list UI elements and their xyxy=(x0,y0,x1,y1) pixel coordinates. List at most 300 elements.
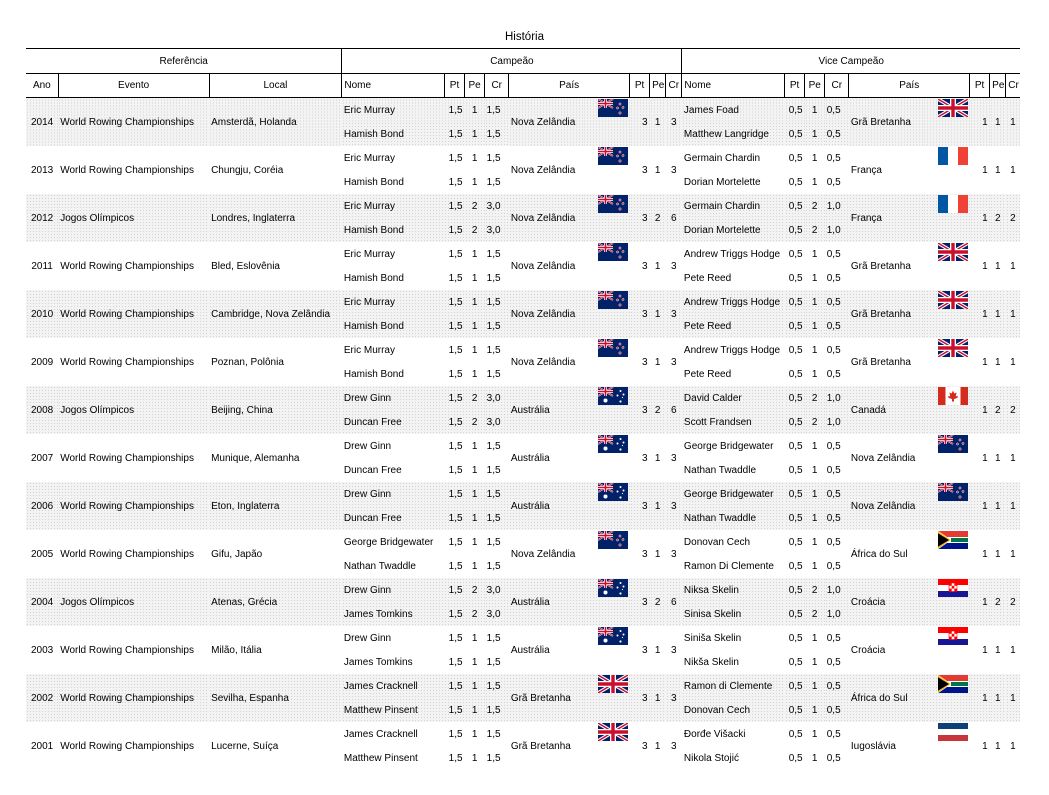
champion-rower-cr: 1,5 xyxy=(485,674,509,698)
table-row xyxy=(26,482,1020,506)
champion-rower-pt: 1,5 xyxy=(444,434,464,458)
champion-country: Austrália xyxy=(509,482,583,530)
table-row xyxy=(26,386,1020,410)
champion-country-pe: 1 xyxy=(650,722,666,770)
champion-country-pe: 1 xyxy=(650,626,666,674)
champion-country: Austrália xyxy=(509,626,583,674)
vice-flag xyxy=(923,386,969,434)
champion-rower-name: Drew Ginn xyxy=(342,434,445,458)
vice-rower-pt: 0,5 xyxy=(785,746,805,770)
champion-rower-cr: 3,0 xyxy=(485,218,509,242)
vice-rower-pe: 1 xyxy=(805,458,825,482)
nz-flag-icon xyxy=(598,147,628,165)
vice-rower-cr: 0,5 xyxy=(825,242,849,266)
vice-country-pt: 1 xyxy=(970,290,990,338)
fr-flag-icon xyxy=(938,147,968,165)
year-cell: 2011 xyxy=(26,242,58,290)
champion-rower-pe: 1 xyxy=(465,698,485,722)
vice-country-pe: 1 xyxy=(990,722,1006,770)
champion-rower-pe: 1 xyxy=(465,674,485,698)
champion-rower-cr: 3,0 xyxy=(485,602,509,626)
vice-rower-pe: 2 xyxy=(805,578,825,602)
champion-flag xyxy=(583,482,629,530)
table-row xyxy=(26,578,1020,602)
vice-rower-pe: 1 xyxy=(805,290,825,314)
year-cell: 2010 xyxy=(26,290,58,338)
table-row xyxy=(26,626,1020,650)
champion-country: Austrália xyxy=(509,434,583,482)
champion-rower-pe: 1 xyxy=(465,554,485,578)
vice-rower-cr: 0,5 xyxy=(825,362,849,386)
vice-rower-name: Andrew Triggs Hodge xyxy=(682,338,785,362)
event-cell: Jogos Olímpicos xyxy=(58,386,209,434)
vice-rower-name: Germain Chardin xyxy=(682,146,785,170)
champion-rower-pe: 2 xyxy=(465,578,485,602)
champion-rower-pe: 1 xyxy=(465,266,485,290)
uk-flag-icon xyxy=(938,243,968,261)
champion-country-pt: 3 xyxy=(630,530,650,578)
location-cell: Beijing, China xyxy=(209,386,342,434)
champion-country: Austrália xyxy=(509,578,583,626)
vice-country-pe: 1 xyxy=(990,146,1006,194)
champion-rower-name: Hamish Bond xyxy=(342,122,445,146)
vice-rower-pe: 1 xyxy=(805,122,825,146)
champion-rower-pt: 1,5 xyxy=(444,122,464,146)
header-pais: País xyxy=(509,74,630,98)
vice-rower-cr: 0,5 xyxy=(825,746,849,770)
champion-rower-pe: 1 xyxy=(465,458,485,482)
group-vice: Vice Campeão xyxy=(682,49,1020,74)
vice-rower-pt: 0,5 xyxy=(785,410,805,434)
vice-rower-cr: 0,5 xyxy=(825,722,849,746)
header-pais-vice-pt: Pt xyxy=(970,74,990,98)
event-cell: World Rowing Championships xyxy=(58,98,209,147)
vice-country-pe: 1 xyxy=(990,674,1006,722)
vice-rower-cr: 0,5 xyxy=(825,698,849,722)
champion-rower-name: Drew Ginn xyxy=(342,482,445,506)
champion-rower-cr: 1,5 xyxy=(485,98,509,123)
champion-rower-pt: 1,5 xyxy=(444,338,464,362)
vice-country-cr: 1 xyxy=(1006,482,1020,530)
vice-country: Grã Bretanha xyxy=(849,290,923,338)
header-pt: Pt xyxy=(444,74,464,98)
champion-rower-pt: 1,5 xyxy=(444,362,464,386)
vice-rower-pt: 0,5 xyxy=(785,650,805,674)
champion-country-pt: 3 xyxy=(630,146,650,194)
table-row xyxy=(26,722,1020,746)
champion-rower-name: Matthew Pinsent xyxy=(342,698,445,722)
champion-flag xyxy=(583,146,629,194)
vice-rower-cr: 0,5 xyxy=(825,170,849,194)
champion-rower-pe: 1 xyxy=(465,506,485,530)
vice-rower-name: Dorian Mortelette xyxy=(682,218,785,242)
table-row xyxy=(26,434,1020,458)
event-cell: World Rowing Championships xyxy=(58,146,209,194)
vice-rower-name: Scott Frandsen xyxy=(682,410,785,434)
champion-rower-name: Drew Ginn xyxy=(342,626,445,650)
vice-country-pt: 1 xyxy=(970,482,990,530)
champion-country-cr: 3 xyxy=(666,338,682,386)
vice-country-cr: 1 xyxy=(1006,242,1020,290)
vice-rower-name: Donovan Cech xyxy=(682,698,785,722)
vice-rower-name: George Bridgewater xyxy=(682,434,785,458)
vice-rower-pe: 1 xyxy=(805,314,825,338)
header-nome: Nome xyxy=(342,74,445,98)
group-campeao: Campeão xyxy=(342,49,682,74)
location-cell: Eton, Inglaterra xyxy=(209,482,342,530)
vice-rower-pt: 0,5 xyxy=(785,626,805,650)
nz-flag-icon xyxy=(598,291,628,309)
champion-rower-cr: 1,5 xyxy=(485,242,509,266)
vice-rower-pt: 0,5 xyxy=(785,698,805,722)
champion-country-pt: 3 xyxy=(630,386,650,434)
champion-rower-name: Eric Murray xyxy=(342,338,445,362)
yu-flag-icon xyxy=(938,723,968,741)
champion-country-pt: 3 xyxy=(630,578,650,626)
table-row xyxy=(26,194,1020,218)
vice-flag xyxy=(923,626,969,674)
vice-country-pe: 2 xyxy=(990,578,1006,626)
champion-flag xyxy=(583,530,629,578)
champion-rower-pt: 1,5 xyxy=(444,290,464,314)
vice-flag xyxy=(923,482,969,530)
vice-country: Nova Zelândia xyxy=(849,482,923,530)
vice-rower-name: Ramon Di Clemente xyxy=(682,554,785,578)
champion-rower-name: Duncan Free xyxy=(342,458,445,482)
vice-rower-cr: 1,0 xyxy=(825,218,849,242)
vice-country-pt: 1 xyxy=(970,338,990,386)
vice-rower-pe: 1 xyxy=(805,242,825,266)
vice-rower-pt: 0,5 xyxy=(785,386,805,410)
vice-rower-pt: 0,5 xyxy=(785,530,805,554)
vice-country-pt: 1 xyxy=(970,146,990,194)
header-pais-pe: Pe xyxy=(650,74,666,98)
champion-rower-name: Hamish Bond xyxy=(342,170,445,194)
uk-flag-icon xyxy=(598,675,628,693)
vice-country: Nova Zelândia xyxy=(849,434,923,482)
vice-rower-pt: 0,5 xyxy=(785,554,805,578)
champion-rower-cr: 1,5 xyxy=(485,698,509,722)
champion-country-pe: 1 xyxy=(650,146,666,194)
vice-country: França xyxy=(849,146,923,194)
champion-rower-name: Duncan Free xyxy=(342,506,445,530)
champion-country-cr: 3 xyxy=(666,290,682,338)
champion-rower-pt: 1,5 xyxy=(444,98,464,123)
champion-rower-pe: 1 xyxy=(465,338,485,362)
au-flag-icon xyxy=(598,435,628,453)
vice-country-cr: 1 xyxy=(1006,290,1020,338)
vice-rower-name: Đorđe Višacki xyxy=(682,722,785,746)
location-cell: Sevilha, Espanha xyxy=(209,674,342,722)
uk-flag-icon xyxy=(938,339,968,357)
year-cell: 2001 xyxy=(26,722,58,770)
champion-country-cr: 3 xyxy=(666,146,682,194)
champion-rower-cr: 1,5 xyxy=(485,314,509,338)
vice-rower-pe: 1 xyxy=(805,146,825,170)
vice-country-cr: 1 xyxy=(1006,434,1020,482)
fr-flag-icon xyxy=(938,195,968,213)
champion-rower-pe: 1 xyxy=(465,482,485,506)
vice-rower-name: Dorian Mortelette xyxy=(682,170,785,194)
champion-rower-name: Eric Murray xyxy=(342,98,445,123)
champion-flag xyxy=(583,434,629,482)
champion-rower-pt: 1,5 xyxy=(444,458,464,482)
location-cell: Gifu, Japão xyxy=(209,530,342,578)
champion-flag xyxy=(583,386,629,434)
champion-country-pe: 2 xyxy=(650,194,666,242)
location-cell: Milão, Itália xyxy=(209,626,342,674)
champion-country-pe: 1 xyxy=(650,242,666,290)
champion-rower-cr: 1,5 xyxy=(485,530,509,554)
champion-country-cr: 3 xyxy=(666,98,682,147)
champion-rower-cr: 1,5 xyxy=(485,338,509,362)
year-cell: 2007 xyxy=(26,434,58,482)
vice-rower-cr: 0,5 xyxy=(825,338,849,362)
vice-rower-cr: 1,0 xyxy=(825,386,849,410)
year-cell: 2009 xyxy=(26,338,58,386)
vice-rower-name: Ramon di Clemente xyxy=(682,674,785,698)
vice-rower-name: Nikola Stojić xyxy=(682,746,785,770)
champion-rower-pe: 1 xyxy=(465,122,485,146)
champion-rower-cr: 3,0 xyxy=(485,578,509,602)
champion-rower-name: Hamish Bond xyxy=(342,362,445,386)
champion-rower-pe: 2 xyxy=(465,218,485,242)
header-pais-pt: Pt xyxy=(630,74,650,98)
location-cell: Munique, Alemanha xyxy=(209,434,342,482)
champion-country-pt: 3 xyxy=(630,338,650,386)
vice-country-pe: 1 xyxy=(990,530,1006,578)
header-cr-vice: Cr xyxy=(825,74,849,98)
vice-rower-pe: 1 xyxy=(805,338,825,362)
champion-country-cr: 3 xyxy=(666,242,682,290)
column-header-row xyxy=(26,74,1020,98)
champion-rower-pe: 1 xyxy=(465,314,485,338)
vice-rower-cr: 1,0 xyxy=(825,578,849,602)
vice-rower-cr: 1,0 xyxy=(825,410,849,434)
vice-rower-pt: 0,5 xyxy=(785,98,805,123)
vice-country-pt: 1 xyxy=(970,386,990,434)
vice-country-pe: 1 xyxy=(990,434,1006,482)
champion-rower-pe: 2 xyxy=(465,386,485,410)
champion-rower-cr: 1,5 xyxy=(485,722,509,746)
vice-rower-name: Nikša Skelin xyxy=(682,650,785,674)
champion-rower-pt: 1,5 xyxy=(444,578,464,602)
champion-rower-name: George Bridgewater xyxy=(342,530,445,554)
vice-rower-pe: 2 xyxy=(805,386,825,410)
event-cell: World Rowing Championships xyxy=(58,626,209,674)
nz-flag-icon xyxy=(938,483,968,501)
uk-flag-icon xyxy=(598,723,628,741)
vice-rower-pt: 0,5 xyxy=(785,266,805,290)
location-cell: Atenas, Grécia xyxy=(209,578,342,626)
champion-rower-pe: 1 xyxy=(465,650,485,674)
vice-rower-name: Sinisa Skelin xyxy=(682,602,785,626)
champion-rower-pe: 1 xyxy=(465,98,485,123)
vice-country: África do Sul xyxy=(849,674,923,722)
champion-rower-pt: 1,5 xyxy=(444,314,464,338)
vice-rower-name: Siniša Skelin xyxy=(682,626,785,650)
vice-rower-pe: 2 xyxy=(805,410,825,434)
vice-country: Iugoslávia xyxy=(849,722,923,770)
vice-rower-pt: 0,5 xyxy=(785,194,805,218)
vice-flag xyxy=(923,290,969,338)
champion-rower-cr: 1,5 xyxy=(485,122,509,146)
champion-rower-pe: 1 xyxy=(465,290,485,314)
vice-country: Grã Bretanha xyxy=(849,338,923,386)
champion-rower-pe: 2 xyxy=(465,410,485,434)
champion-rower-pt: 1,5 xyxy=(444,218,464,242)
champion-flag xyxy=(583,578,629,626)
champion-rower-cr: 3,0 xyxy=(485,386,509,410)
vice-flag xyxy=(923,146,969,194)
vice-rower-pt: 0,5 xyxy=(785,242,805,266)
vice-rower-pe: 1 xyxy=(805,362,825,386)
table-row xyxy=(26,146,1020,170)
vice-rower-cr: 1,0 xyxy=(825,602,849,626)
champion-rower-pe: 1 xyxy=(465,626,485,650)
champion-country-cr: 3 xyxy=(666,482,682,530)
vice-country: Croácia xyxy=(849,626,923,674)
champion-rower-pt: 1,5 xyxy=(444,746,464,770)
vice-rower-name: David Calder xyxy=(682,386,785,410)
year-cell: 2006 xyxy=(26,482,58,530)
champion-country-pt: 3 xyxy=(630,482,650,530)
vice-country-pe: 2 xyxy=(990,386,1006,434)
vice-country-cr: 1 xyxy=(1006,98,1020,147)
champion-rower-name: James Tomkins xyxy=(342,602,445,626)
location-cell: Amsterdã, Holanda xyxy=(209,98,342,147)
vice-country-pt: 1 xyxy=(970,434,990,482)
vice-country-pe: 1 xyxy=(990,290,1006,338)
champion-rower-pe: 1 xyxy=(465,434,485,458)
vice-country-cr: 1 xyxy=(1006,338,1020,386)
champion-country-pe: 1 xyxy=(650,674,666,722)
au-flag-icon xyxy=(598,627,628,645)
table-row xyxy=(26,338,1020,362)
za-flag-icon xyxy=(938,531,968,549)
champion-rower-cr: 1,5 xyxy=(485,170,509,194)
champion-rower-name: James Cracknell xyxy=(342,722,445,746)
vice-rower-name: Nathan Twaddle xyxy=(682,458,785,482)
vice-country: Canadá xyxy=(849,386,923,434)
vice-rower-pt: 0,5 xyxy=(785,314,805,338)
champion-rower-cr: 3,0 xyxy=(485,410,509,434)
champion-country-pe: 1 xyxy=(650,530,666,578)
champion-country-pe: 2 xyxy=(650,386,666,434)
champion-country-pe: 1 xyxy=(650,434,666,482)
champion-rower-pt: 1,5 xyxy=(444,626,464,650)
vice-rower-pe: 1 xyxy=(805,266,825,290)
champion-flag xyxy=(583,194,629,242)
hr-flag-icon xyxy=(938,579,968,597)
header-pe-vice: Pe xyxy=(805,74,825,98)
vice-rower-pt: 0,5 xyxy=(785,338,805,362)
vice-rower-name: Andrew Triggs Hodge xyxy=(682,290,785,314)
vice-rower-pt: 0,5 xyxy=(785,602,805,626)
vice-country-pt: 1 xyxy=(970,98,990,147)
vice-rower-cr: 0,5 xyxy=(825,554,849,578)
vice-rower-pt: 0,5 xyxy=(785,290,805,314)
vice-rower-pe: 1 xyxy=(805,698,825,722)
champion-rower-pt: 1,5 xyxy=(444,674,464,698)
year-cell: 2004 xyxy=(26,578,58,626)
sheet-title: História xyxy=(505,31,544,43)
vice-country-pe: 1 xyxy=(990,482,1006,530)
vice-rower-cr: 0,5 xyxy=(825,146,849,170)
ca-flag-icon xyxy=(938,387,968,405)
champion-rower-pt: 1,5 xyxy=(444,506,464,530)
champion-rower-pt: 1,5 xyxy=(444,386,464,410)
header-pais-cr: Cr xyxy=(666,74,682,98)
au-flag-icon xyxy=(598,483,628,501)
champion-rower-name: Eric Murray xyxy=(342,146,445,170)
vice-rower-pt: 0,5 xyxy=(785,674,805,698)
vice-rower-pe: 1 xyxy=(805,170,825,194)
champion-rower-pe: 1 xyxy=(465,722,485,746)
champion-rower-name: Duncan Free xyxy=(342,410,445,434)
vice-rower-pt: 0,5 xyxy=(785,170,805,194)
vice-flag xyxy=(923,674,969,722)
vice-rower-cr: 0,5 xyxy=(825,458,849,482)
location-cell: Poznan, Polônia xyxy=(209,338,342,386)
champion-country: Nova Zelândia xyxy=(509,530,583,578)
champion-rower-pe: 1 xyxy=(465,146,485,170)
champion-country: Nova Zelândia xyxy=(509,338,583,386)
vice-country-pt: 1 xyxy=(970,194,990,242)
vice-rower-name: Pete Reed xyxy=(682,266,785,290)
vice-rower-pe: 2 xyxy=(805,602,825,626)
champion-rower-pt: 1,5 xyxy=(444,194,464,218)
champion-country-pe: 2 xyxy=(650,578,666,626)
vice-rower-name: James Foad xyxy=(682,98,785,123)
year-cell: 2013 xyxy=(26,146,58,194)
vice-rower-cr: 0,5 xyxy=(825,650,849,674)
vice-flag xyxy=(923,530,969,578)
location-cell: Lucerne, Suíça xyxy=(209,722,342,770)
vice-country-cr: 2 xyxy=(1006,194,1020,242)
champion-rower-cr: 1,5 xyxy=(485,146,509,170)
vice-rower-cr: 0,5 xyxy=(825,122,849,146)
au-flag-icon xyxy=(598,579,628,597)
vice-country-cr: 1 xyxy=(1006,674,1020,722)
champion-country-pt: 3 xyxy=(630,290,650,338)
history-table xyxy=(26,48,1020,770)
vice-country-cr: 1 xyxy=(1006,530,1020,578)
event-cell: World Rowing Championships xyxy=(58,722,209,770)
vice-country-cr: 2 xyxy=(1006,386,1020,434)
vice-flag xyxy=(923,578,969,626)
vice-rower-pt: 0,5 xyxy=(785,122,805,146)
header-pais-vice-cr: Cr xyxy=(1006,74,1020,98)
vice-rower-pe: 1 xyxy=(805,434,825,458)
champion-country: Grã Bretanha xyxy=(509,722,583,770)
champion-flag xyxy=(583,242,629,290)
hr-flag-icon xyxy=(938,627,968,645)
vice-country-pt: 1 xyxy=(970,626,990,674)
event-cell: Jogos Olímpicos xyxy=(58,578,209,626)
champion-rower-name: James Tomkins xyxy=(342,650,445,674)
vice-rower-cr: 0,5 xyxy=(825,506,849,530)
champion-country-cr: 6 xyxy=(666,194,682,242)
vice-country-cr: 1 xyxy=(1006,722,1020,770)
champion-rower-pt: 1,5 xyxy=(444,242,464,266)
champion-flag xyxy=(583,98,629,147)
vice-country-pt: 1 xyxy=(970,578,990,626)
nz-flag-icon xyxy=(598,339,628,357)
champion-rower-cr: 1,5 xyxy=(485,458,509,482)
group-header-row xyxy=(26,49,1020,74)
vice-rower-pt: 0,5 xyxy=(785,722,805,746)
